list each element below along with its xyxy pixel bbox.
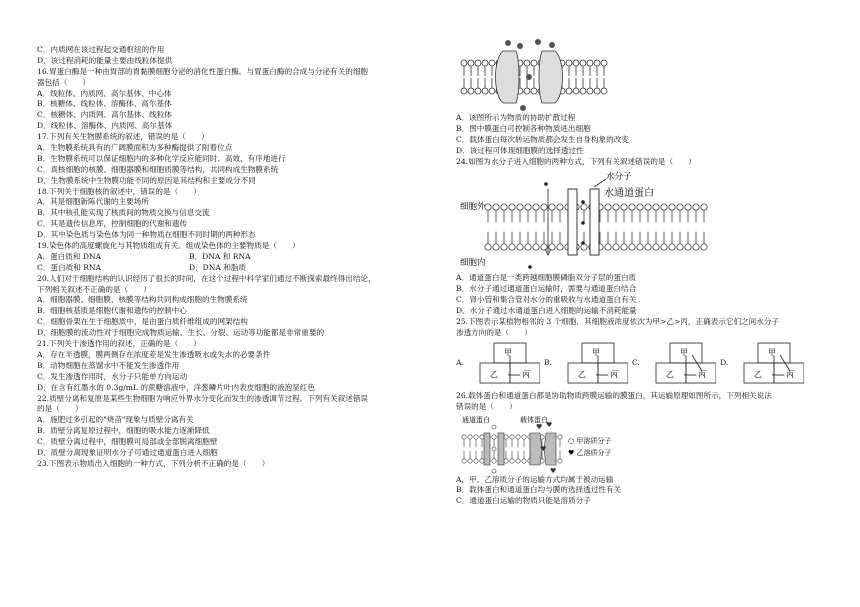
text-line: B．其中核孔能实现了核质间的物质交换与信息交流: [37, 208, 210, 218]
text-line: 渗透方向的是（ ）: [456, 327, 532, 337]
lipid-head: [587, 88, 593, 94]
text-line: A．施肥过多引起的"烧苗"现象与质壁分离有关: [37, 415, 194, 425]
cell-yi: 乙: [578, 369, 586, 379]
cell-jia: 甲: [680, 347, 688, 357]
lipid-head: [701, 244, 707, 250]
lipid-head: [613, 244, 619, 250]
text-line: D．细胞膜的流动性对于细胞完成物质运输、生长、分裂、运动等功能都是非常重要的: [37, 328, 325, 338]
text-line: 25.下图表示某植物相邻的 3 个细胞，其细胞液浓度依次为甲>乙>丙，正确表示它们之间水分子: [456, 317, 780, 327]
q19-option-a: A．蛋白质和 DNA: [37, 251, 102, 261]
text-line: 23.下图表示物质出入细胞的一种方式，下列分析不正确的是（ ）: [37, 458, 270, 468]
lipid-head: [558, 434, 562, 438]
lipid-head: [524, 60, 530, 66]
lipid-head: [504, 458, 508, 462]
cell-jia: 甲: [768, 347, 776, 357]
lipid-head: [621, 244, 627, 250]
lipid-head: [516, 458, 520, 462]
text-line: 下列相关叙述不正确的是（ ）: [37, 284, 151, 294]
q19-option-b: B．DNA 和 RNA: [189, 251, 251, 261]
lipid-head: [669, 204, 675, 210]
text-line: A．通道蛋白是一类跨越细胞膜磷脂双分子层的蛋白质: [456, 273, 637, 283]
lipid-head: [501, 204, 507, 210]
text-line: C．其是遗传信息库，控制细胞的代谢和遗传: [37, 219, 188, 229]
lipid-head: [605, 204, 611, 210]
q19-option-c: C．蛋白质和 RNA: [37, 262, 102, 272]
text-line: A．细胞器膜、细胞膜、核膜等结构共同构成细胞的生物膜系统: [37, 295, 248, 305]
text-line: D．线粒体、溶酶体、内质网、高尔基体: [37, 121, 173, 131]
text-line: C．真核细胞的核膜、细胞器膜和细胞质膜等结构，共同构成生物膜系统: [37, 164, 279, 174]
lipid-head: [581, 244, 587, 250]
lipid-head: [629, 204, 635, 210]
right-text-block-3: [456, 391, 826, 413]
text-line: D．质壁分离现象证明水分子可通过通道蛋白进入细胞: [37, 447, 218, 457]
q19-option-d: D．DNA 和脂质: [189, 262, 247, 272]
lipid-head: [653, 244, 659, 250]
right-text-block-1: [456, 113, 826, 167]
lipid-head: [581, 204, 587, 210]
lipid-head: [510, 458, 514, 462]
text-line: D．其中染色质与染色体为同一种物质在细胞不同时期的两种形态: [37, 230, 256, 240]
q25-cell-diagram: [734, 341, 804, 387]
lipid-head: [653, 204, 659, 210]
q23-membrane-figure: [458, 37, 608, 113]
lipid-head: [462, 458, 466, 462]
lipid-head: [468, 434, 472, 438]
lipid-head: [661, 204, 667, 210]
left-text-block-2: [37, 274, 442, 470]
lipid-head: [493, 204, 499, 210]
lipid-head: [621, 204, 627, 210]
q19-options-row1: [37, 252, 442, 263]
lipid-head: [525, 244, 531, 250]
text-line: 26.载体蛋白和通道蛋白都是协助物质跨膜运输的膜蛋白，其运输原理如图所示，下列相关说法: [456, 390, 772, 400]
lipid-head: [677, 204, 683, 210]
text-line: 器包括（ ）: [37, 77, 91, 87]
text-line: 的是（ ）: [37, 404, 83, 414]
lipid-head: [522, 434, 526, 438]
text-line: B．载体蛋白和通道蛋白均与膜的选择透过性有关: [456, 485, 622, 495]
lipid-head: [637, 204, 643, 210]
q25-option-label: B.: [544, 358, 552, 368]
text-line: 24.如图为水分子进入细胞的两种方式，下列有关叙述错误的是（ ）: [456, 156, 696, 166]
lipid-head: [462, 434, 466, 438]
q25-cell-diagram: [558, 341, 628, 387]
text-line: B．动物细胞在蒸馏水中不能发生渗透作用: [37, 360, 180, 370]
lipid-head: [693, 204, 699, 210]
text-line: D．该过程可体现细胞膜的选择透过性: [456, 145, 584, 155]
q25-option: [632, 341, 716, 387]
lipid-head: [601, 60, 607, 66]
text-line: B．生物膜系统可以保证细胞内的多种化学反应能同时、高效、有序地进行: [37, 153, 286, 163]
lipid-head: [693, 244, 699, 250]
lipid-head: [525, 204, 531, 210]
cell-jia: 甲: [504, 347, 512, 357]
text-line: D．该过程消耗的能量主要由线粒体提供: [37, 55, 173, 65]
lipid-head: [533, 244, 539, 250]
lipid-head: [504, 434, 508, 438]
q25-cell-diagram: [470, 341, 540, 387]
cell-yi: 乙: [490, 369, 498, 379]
lipid-head: [645, 204, 651, 210]
right-text-block-2: [456, 273, 826, 338]
lipid-head: [531, 88, 537, 94]
text-line: D．水分子通过水通道蛋白进入细胞的运输不消耗能量: [456, 306, 637, 316]
text-line: A．该图所示为物质的协助扩散过程: [456, 113, 576, 122]
text-line: 21.下列关于渗透作用的叙述，正确的是（ ）: [37, 339, 201, 349]
lipid-head: [669, 244, 675, 250]
lipid-head: [557, 244, 563, 250]
text-line: C．质壁分离过程中，细胞膜可局部或全部脱离细胞壁: [37, 437, 218, 447]
lipid-head: [492, 458, 496, 462]
lipid-head: [493, 244, 499, 250]
cell-bing: 丙: [698, 369, 706, 379]
lipid-head: [468, 60, 474, 66]
q25-options: [456, 341, 826, 387]
cell-inside-label: 细胞内: [460, 258, 486, 269]
q26-transport-figure: [460, 413, 660, 475]
text-line: A．其是细胞新陈代谢的主要场所: [37, 197, 149, 207]
left-text-block: [37, 45, 442, 252]
legend-solute-a: ○ 甲溶质分子: [568, 436, 612, 445]
lipid-head: [587, 60, 593, 66]
q25-option: [456, 341, 540, 387]
lipid-head: [489, 60, 495, 66]
text-line: D．生物膜系统中生物膜功能不同的原因是其结构和主要成分不同: [37, 175, 256, 185]
right-column: [456, 37, 826, 507]
lipid-head: [685, 244, 691, 250]
text-line: C．内质网在该过程起交通枢纽的作用: [37, 45, 165, 54]
text-line: C．通道蛋白运输的物质只能是溶质分子: [456, 496, 591, 506]
aquaporin-label: 水通道蛋白: [604, 188, 654, 200]
text-line: C．肾小管和集合管对水分的重吸收与水通道蛋白有关: [456, 295, 637, 305]
lipid-head: [637, 244, 643, 250]
lipid-head: [701, 204, 707, 210]
lipid-head: [557, 204, 563, 210]
q25-option-label: A.: [456, 358, 464, 368]
text-line: B．细胞核基质是细胞代谢和遗传的控制中心: [37, 306, 187, 316]
lipid-head: [661, 244, 667, 250]
lipid-head: [541, 204, 547, 210]
lipid-head: [480, 434, 484, 438]
lipid-head: [485, 204, 491, 210]
text-line: B．水分子通过通道蛋白运输时，需要与通道蛋白结合: [456, 284, 637, 294]
lipid-head: [480, 458, 484, 462]
text-line: B．核糖体、线粒体、溶酶体、高尔基体: [37, 99, 172, 109]
cell-bing: 丙: [610, 369, 618, 379]
lipid-head: [492, 434, 496, 438]
cell-outside-label: 细胞外: [460, 202, 486, 213]
lipid-head: [475, 60, 481, 66]
text-line: 22.质壁分离和复原是某些生物细胞为响应外界水分变化而发生的渗透调节过程。下列有关叙述错误: [37, 393, 369, 403]
lipid-head: [573, 60, 579, 66]
q25-option: [544, 341, 628, 387]
text-line: 16.胃蛋白酶是一种由胃部的胃黏膜细胞分泌的消化性蛋白酶。与胃蛋白酶的合成与分泌有关的细胞: [37, 66, 369, 76]
lipid-head: [573, 88, 579, 94]
text-line: A．甲、乙溶质分子的运输方式均属于被动运输: [456, 474, 614, 484]
svg-text:♥: ♥: [550, 466, 557, 475]
lipid-head: [685, 204, 691, 210]
lipid-head: [485, 244, 491, 250]
phospholipid-bilayer: [461, 60, 607, 94]
text-line: 错误的是（ ）: [456, 401, 517, 411]
q25-option: [720, 341, 804, 387]
lipid-head: [601, 88, 607, 94]
text-line: 20.人们对于细胞结构的认识经历了很长的时间，在这个过程中科学家们通过不断探索最终得出结论，: [37, 273, 376, 283]
lipid-head: [566, 88, 572, 94]
legend-solute-b: ♥ 乙溶质分子: [568, 448, 612, 457]
lipid-head: [510, 434, 514, 438]
lipid-head: [474, 434, 478, 438]
text-line: C．细胞骨架在生于细胞质中，是由蛋白质纤维组成的网架结构: [37, 317, 248, 327]
lipid-head: [489, 88, 495, 94]
lipid-head: [524, 88, 530, 94]
lipid-head: [613, 204, 619, 210]
text-line: 18.下列关于细胞核的叙述中，错误的是（ ）: [37, 186, 201, 196]
right-text-block-4: [456, 475, 826, 508]
lipid-head: [541, 244, 547, 250]
q19-options-row2: [37, 263, 442, 274]
cell-yi: 乙: [666, 369, 674, 379]
q25-option-label: C.: [632, 358, 640, 368]
q25-cell-diagram: [646, 341, 716, 387]
text-line: A．生物膜系统具有的广阔膜面积为多种酶提供了附着位点: [37, 143, 233, 153]
text-line: A．存在半透膜，膜两侧存在浓度差是发生渗透吸水或失水的必要条件: [37, 349, 271, 359]
cell-yi: 乙: [754, 369, 762, 379]
q24-water-channel-figure: [456, 167, 716, 273]
solute-molecules: [492, 425, 496, 473]
lipid-head: [517, 244, 523, 250]
lipid-head: [645, 244, 651, 250]
text-line: C．核糖体、内质网、高尔基体、线粒体: [37, 110, 172, 120]
lipid-head: [517, 204, 523, 210]
svg-text:♥: ♥: [546, 420, 553, 429]
lipid-head: [549, 204, 555, 210]
lipid-head: [461, 60, 467, 66]
lipid-head: [509, 204, 515, 210]
cell-jia: 甲: [592, 347, 600, 357]
cell-bing: 丙: [786, 369, 794, 379]
lipid-head: [516, 434, 520, 438]
left-column: [37, 45, 442, 470]
lipid-head: [594, 88, 600, 94]
text-line: D．在含有红墨水的 0.3g/mL 的蔗糖溶液中，洋葱鳞片叶内表皮细胞的液泡显红色: [37, 382, 316, 392]
channel-protein-label: 通道蛋白: [462, 415, 490, 424]
lipid-head: [501, 244, 507, 250]
lipid-head: [468, 458, 472, 462]
lipid-head: [594, 60, 600, 66]
lipid-head: [580, 88, 586, 94]
lipid-head: [566, 60, 572, 66]
cell-bing: 丙: [522, 369, 530, 379]
text-line: C．发生渗透作用时，水分子只能单方向运动: [37, 371, 188, 381]
svg-text:♥: ♥: [540, 444, 547, 453]
text-line: C．载体蛋白每次转运物质都会发生自身构象的改变: [456, 134, 629, 144]
lipid-head: [509, 244, 515, 250]
lipid-head: [522, 458, 526, 462]
svg-text:♥: ♥: [536, 422, 543, 431]
lipid-head: [482, 60, 488, 66]
carrier-protein-label: 载体蛋白: [520, 415, 548, 424]
lipid-head: [629, 244, 635, 250]
lipid-head: [533, 204, 539, 210]
text-line: B．质壁分离复原过程中，细胞的吸水能力逐渐降低: [37, 426, 210, 436]
lipid-head: [549, 244, 555, 250]
lipid-head: [531, 60, 537, 66]
lipid-head: [605, 244, 611, 250]
lipid-head: [482, 88, 488, 94]
q25-option-label: D.: [720, 358, 729, 368]
text-line: A．线粒体、内质网、高尔基体、中心体: [37, 88, 172, 98]
text-line: 17.下列有关生物膜系统的叙述，错误的是（ ）: [37, 132, 209, 142]
lipid-head: [677, 244, 683, 250]
lipid-head: [475, 88, 481, 94]
lipid-head: [580, 60, 586, 66]
lipid-head: [468, 88, 474, 94]
text-line: B．图中膜蛋白可控制各种物质进出细胞: [456, 123, 591, 133]
water-molecule-label: 水分子: [606, 172, 632, 183]
text-line: 19.染色体的高度螺旋化与其物质组成有关。组成染色体的主要物质是（ ）: [37, 241, 300, 251]
lipid-head: [474, 458, 478, 462]
lipid-head: [558, 458, 562, 462]
lipid-head: [461, 88, 467, 94]
